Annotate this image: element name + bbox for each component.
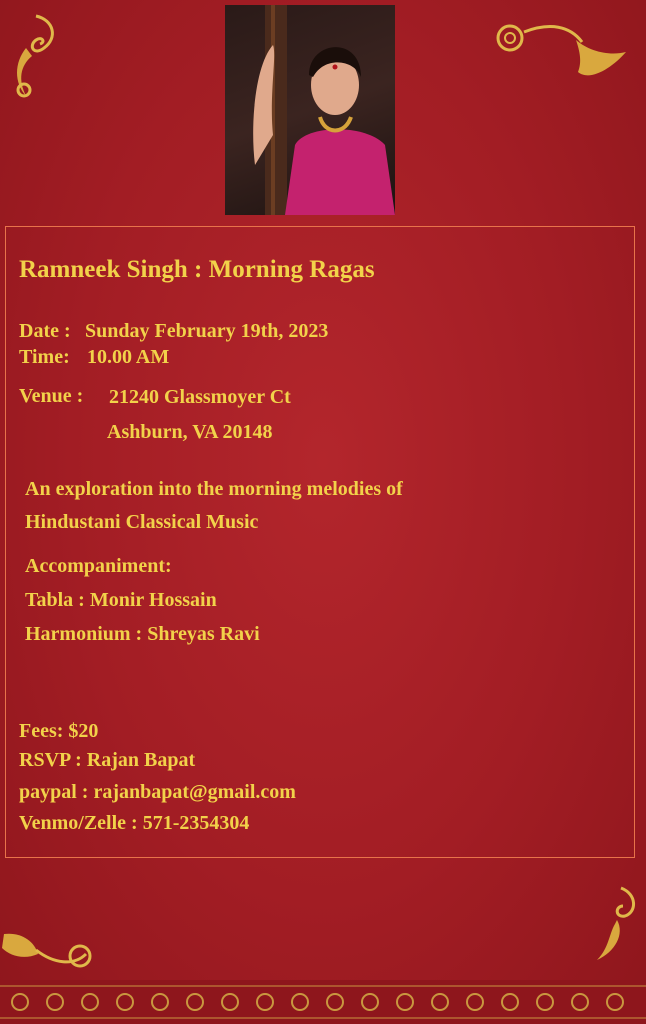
paisley-ornament-bottom-left-icon [0, 920, 105, 980]
paisley-ornament-top-left-icon [6, 8, 66, 103]
venue-address-line2: Ashburn, VA 20148 [107, 421, 273, 443]
rsvp-text: RSVP : Rajan Bapat [19, 749, 196, 771]
accompaniment-heading: Accompaniment: [25, 555, 172, 577]
venue-label: Venue : [19, 385, 84, 407]
singer-portrait-photo [225, 5, 395, 215]
paisley-ornament-bottom-right-icon [585, 880, 640, 975]
paypal-text: paypal : rajanbapat@gmail.com [19, 781, 296, 803]
description-line1: An exploration into the morning melodies of [25, 478, 403, 500]
venmo-zelle-text: Venmo/Zelle : 571-2354304 [19, 812, 250, 834]
tabla-credit: Tabla : Monir Hossain [25, 589, 217, 611]
description-line2: Hindustani Classical Music [25, 511, 259, 533]
venue-address-line1: 21240 Glassmoyer Ct [109, 386, 291, 408]
harmonium-credit: Harmonium : Shreyas Ravi [25, 623, 260, 645]
date-value: Sunday February 19th, 2023 [85, 320, 329, 342]
date-label: Date : [19, 320, 71, 342]
event-title: Ramneek Singh : Morning Ragas [19, 256, 375, 283]
paisley-ornament-top-right-icon [490, 12, 630, 87]
fees-text: Fees: $20 [19, 720, 99, 742]
portrait-illustration [225, 5, 395, 215]
floral-border [0, 980, 646, 1024]
time-value: 10.00 AM [87, 346, 170, 368]
time-label: Time: [19, 346, 70, 368]
